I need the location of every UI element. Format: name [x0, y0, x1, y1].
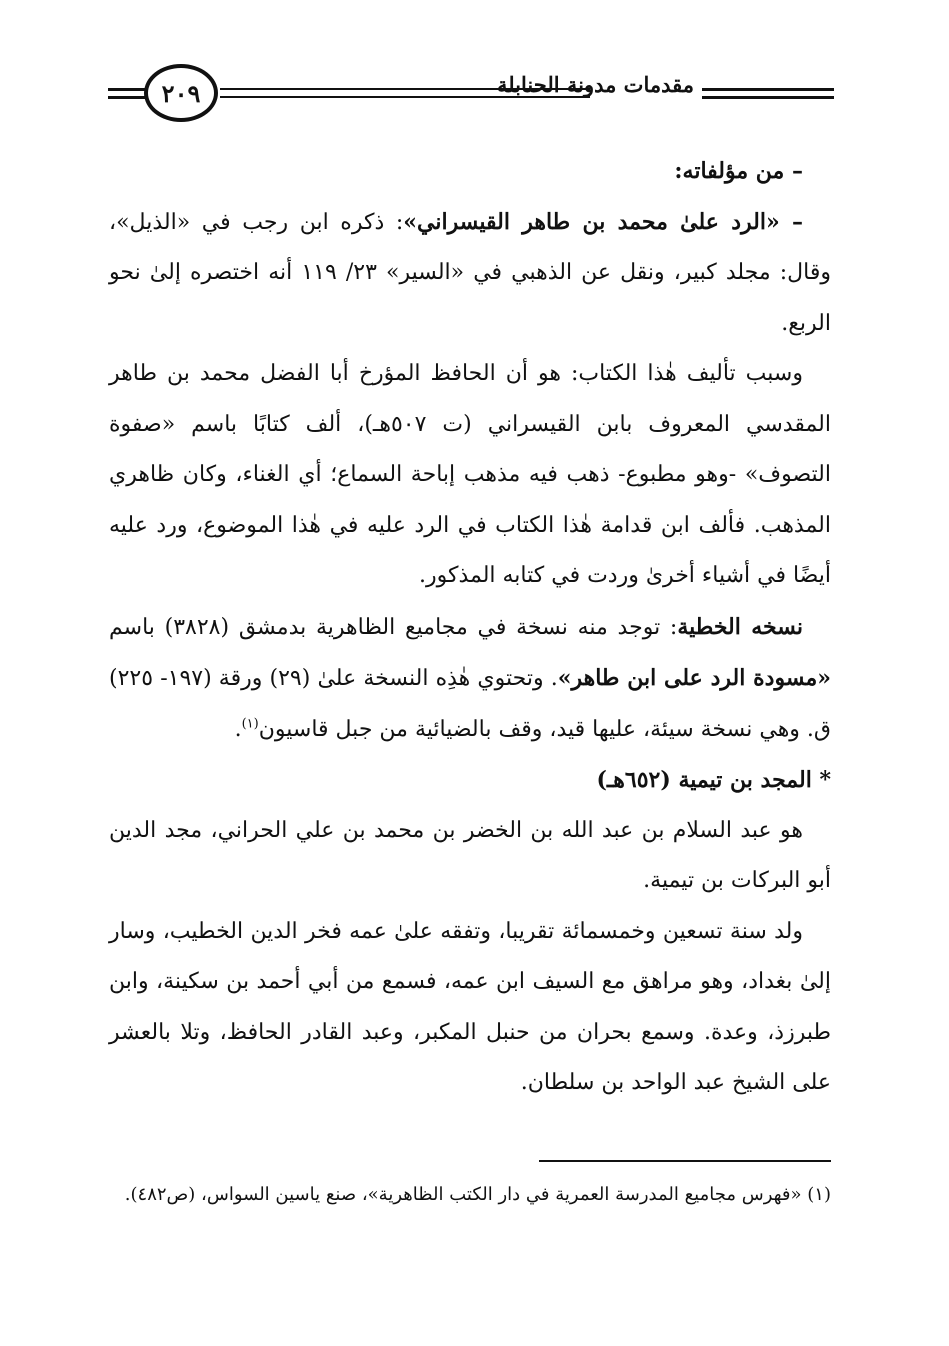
footnote: (١) «فهرس مجاميع المدرسة العمرية في دار الكتب الظاهرية»، صنع ياسين السواس، (ص٤٨٢). — [124, 1184, 831, 1205]
header-rule — [702, 88, 834, 91]
works-intro: – من مؤلفاته: — [674, 158, 803, 184]
footnote-separator — [539, 1160, 831, 1162]
running-title: مقدمات مدونة الحنابلة — [496, 72, 694, 97]
work-title: – «الرد علىٰ محمد بن طاهر القيسراني» — [403, 208, 803, 235]
paragraph-manuscripts — [109, 602, 831, 756]
work-description: : ذكره ابن رجب في «الذيل»، وقال: مجلد كبير، ونقل عن الذهبي في «السير» ٢٣/ ١١٩ أنه اختصره إلىٰ نحو الربع. — [109, 209, 831, 336]
page-number: ٢٠٩ — [144, 64, 218, 122]
manuscript-name: «مسودة الرد على ابن طاهر» — [557, 665, 831, 691]
header-rule — [702, 96, 834, 99]
manuscripts-end: . — [234, 716, 242, 742]
paragraph-biography-name: هو عبد السلام بن عبد الله بن الخضر بن محمد بن علي الحراني، مجد الدين أبو البركات بن تيمية. — [109, 817, 831, 893]
footnote-reference[interactable]: (١) — [241, 716, 259, 732]
paragraph-work-title — [109, 197, 831, 350]
paragraph-biography-life: ولد سنة تسعين وخمسمائة تقريبا، وتفقه علىٰ عمه فخر الدين الخطيب، وسار إلىٰ بغداد، وهو مراهق مع السيف ابن عمه، فسمع من أبي أحمد بن سكينة، وابن طبرزذ، وعدة. وسمع بحران من حنبل المكبر، وعبد القادر الحافظ، وتلا بالعشر على الشيخ عبد الواحد بن سلطان. — [109, 918, 831, 1095]
main-text — [109, 146, 831, 1109]
manuscripts-label: نسخه الخطية — [677, 613, 803, 640]
page-header — [108, 58, 834, 130]
paragraph-reason: وسبب تأليف هٰذا الكتاب: هو أن الحافظ المؤرخ أبا الفضل محمد بن طاهر المقدسي المعروف بابن القيسراني (ت ٥٠٧هـ)، ألف كتابًا باسم «صفوة التصوف» -وهو مطبوع- ذهب فيه مذهب إباحة السماع؛ أي الغناء، وكان ظاهري المذهب. فألف ابن قدامة هٰذا الكتاب في الرد عليه في هٰذا الموضوع، ورد عليه أيضًا في أشياء أخرىٰ وردت في كتابه المذكور. — [109, 361, 831, 588]
section-heading: * المجد بن تيمية (٦٥٢هـ) — [596, 767, 831, 793]
manuscripts-text-2: . وتحتوي هٰذِه النسخة علىٰ (٢٩) ورقة (١٩٧- ٢٢٥) ق. وهي نسخة سيئة، عليها قيد، وقف بالضيائية من جبل قاسيون — [109, 666, 831, 742]
manuscripts-text-1: : توجد منه نسخة في مجاميع الظاهرية بدمشق (٣٨٢٨) باسم — [109, 614, 678, 640]
